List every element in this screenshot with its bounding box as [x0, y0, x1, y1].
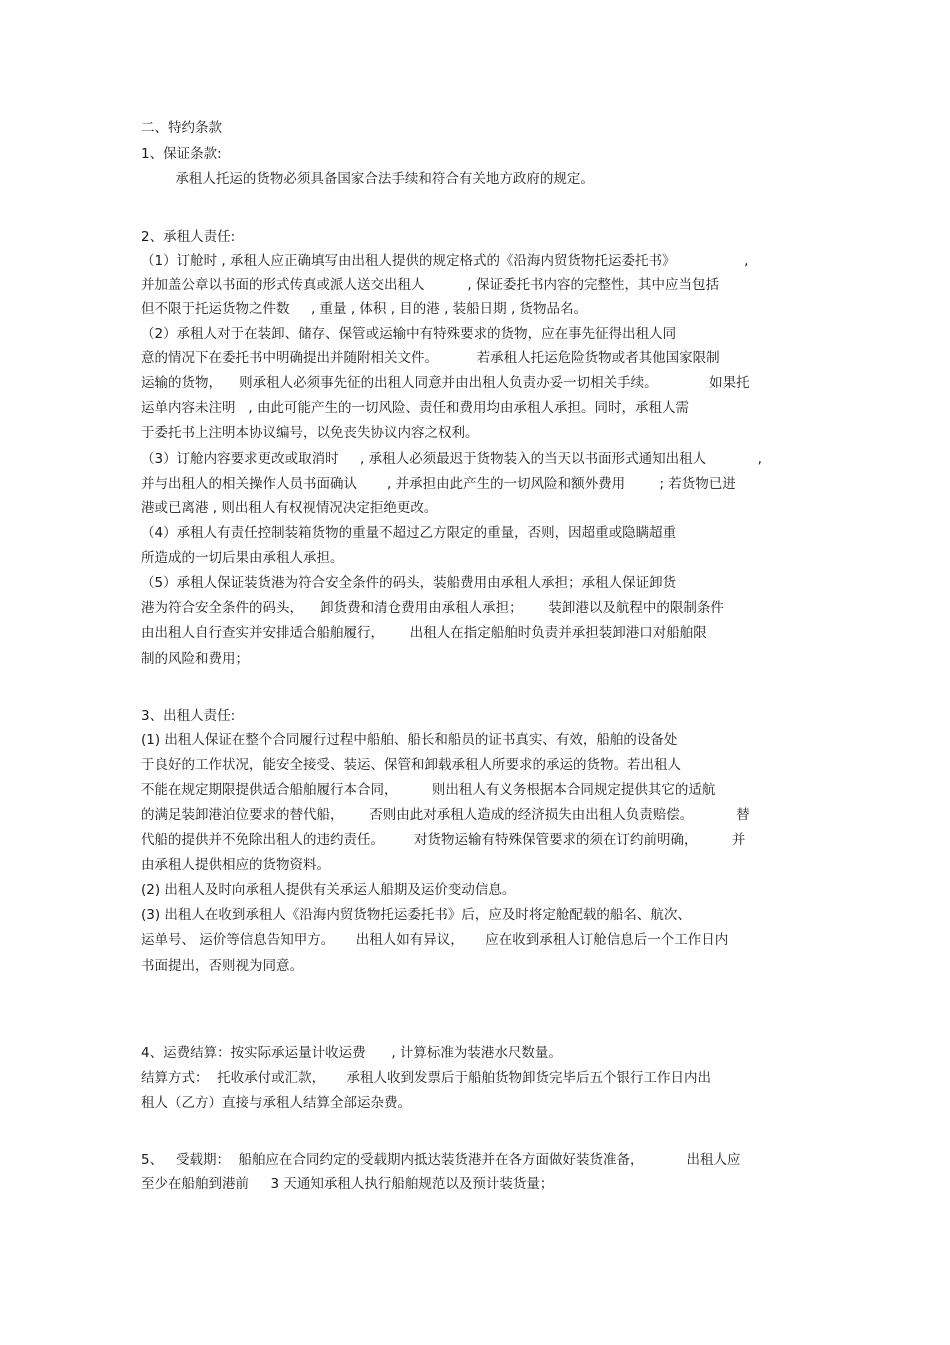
clause-5-heading: 5、 受载期： 船舶应在合同约定的受载期内抵达装货港并在各方面做好装货准备， 出租人应 — [141, 1152, 741, 1168]
paragraph-line: 运单内容未注明 , 由此可能产生的一切风险、责任和费用均由承租人承担。同时，承租人需 — [141, 400, 689, 416]
paragraph-line: 意的情况下在委托书中明确提出并随附相关文件。 若承租人托运危险货物或者其他国家限制 — [141, 350, 720, 366]
paragraph-line: 于良好的工作状况，能安全接受、装运、保管和卸载承租人所要求的承运的货物。若出租人 — [141, 757, 681, 773]
paragraph-line: 港或已离港 , 则出租人有权视情况决定拒绝更改。 — [141, 500, 438, 516]
paragraph-line: 至少在船舶到港前 3 天通知承租人执行船舶规范以及预计装货量； — [141, 1176, 554, 1192]
paragraph-line: 代船的提供并不免除出租人的违约责任。 对货物运输有特殊保管要求的须在订约前明确， 并 — [141, 832, 746, 848]
paragraph-line: 运输的货物， 则承租人必须事先征的出租人同意并由出租人负责办妥一切相关手续。 如果托 — [141, 375, 750, 391]
paragraph-line: （1）订舱时 , 承租人应正确填写由出租人提供的规定格式的《沿海内贸货物托运委托书》 , — [141, 253, 749, 269]
paragraph-line: 书面提出，否则视为同意。 — [141, 958, 303, 974]
paragraph-line: 不能在规定期限提供适合船舶履行本合同， 则出租人有义务根据本合同规定提供其它的适航 — [141, 782, 716, 798]
clause-3-heading: 3、出租人责任: — [141, 708, 236, 724]
paragraph-line: 结算方式： 托收承付或汇款， 承租人收到发票后于船舶货物卸货完毕后五个银行工作日内出 — [141, 1070, 712, 1086]
paragraph-line: 所造成的一切后果由承租人承担。 — [141, 550, 344, 566]
paragraph-line: 并与出租人的相关操作人员书面确认 , 并承担由此产生的一切风险和额外费用 ; 若货物已进 — [141, 476, 736, 492]
paragraph-line: 制的风险和费用； — [141, 651, 249, 667]
paragraph-line: 但不限于托运货物之件数 , 重量 , 体积 , 目的港 , 装船日期 , 货物品名。 — [141, 301, 588, 317]
paragraph-line: （5）承租人保证装货港为符合安全条件的码头，装船费用由承租人承担；承租人保证卸货 — [141, 575, 677, 591]
paragraph-line: 的满足装卸港泊位要求的替代船， 否则由此对承租人造成的经济损失由出租人负责赔偿。 替 — [141, 807, 750, 823]
paragraph-line: (2) 出租人及时向承租人提供有关承运人船期及运价变动信息。 — [141, 882, 516, 898]
paragraph-line: （2）承租人对于在装卸、储存、保管或运输中有特殊要求的货物，应在事先征得出租人同 — [141, 326, 677, 342]
paragraph-line: 由承租人提供相应的货物资料。 — [141, 857, 330, 873]
clause-2-heading: 2、承租人责任: — [141, 229, 236, 245]
section-title-special-terms: 二、特约条款 — [141, 120, 222, 136]
paragraph-line: （3）订舱内容要求更改或取消时 , 承租人必须最迟于货物装入的当天以书面形式通知出租人 , — [141, 451, 762, 467]
paragraph-line: 并加盖公章以书面的形式传真或派人送交出租人 , 保证委托书内容的完整性，其中应当包括 — [141, 277, 719, 293]
clause-1-text: 承租人托运的货物必须具备国家合法手续和符合有关地方政府的规定。 — [141, 171, 594, 187]
paragraph-line: （4）承租人有责任控制装箱货物的重量不超过乙方限定的重量，否则，因超重或隐瞒超重 — [141, 525, 677, 541]
clause-4-heading: 4、运费结算：按实际承运量计收运费 , 计算标准为装港水尺数量。 — [141, 1045, 562, 1061]
paragraph-line: 港为符合安全条件的码头， 卸货费和清仓费用由承租人承担； 装卸港以及航程中的限制条件 — [141, 600, 724, 616]
paragraph-line: (3) 出租人在收到承租人《沿海内贸货物托运委托书》后，应及时将定舱配载的船名、航次、 — [141, 907, 691, 923]
paragraph-line: 运单号、 运价等信息告知甲方。 出租人如有异议， 应在收到承租人订舱信息后一个工作日内 — [141, 932, 729, 948]
clause-1-heading: 1、保证条款: — [141, 146, 222, 162]
paragraph-line: 于委托书上注明本协议编号，以免丧失协议内容之权利。 — [141, 425, 479, 441]
paragraph-line: 由出租人自行查实并安排适合船舶履行， 出租人在指定船舶时负责并承担装卸港口对船舶限 — [141, 625, 707, 641]
paragraph-line: (1) 出租人保证在整个合同履行过程中船舶、船长和船员的证书真实、有效，船舶的设备处 — [141, 732, 678, 748]
paragraph-line: 租人（乙方）直接与承租人结算全部运杂费。 — [141, 1095, 411, 1111]
